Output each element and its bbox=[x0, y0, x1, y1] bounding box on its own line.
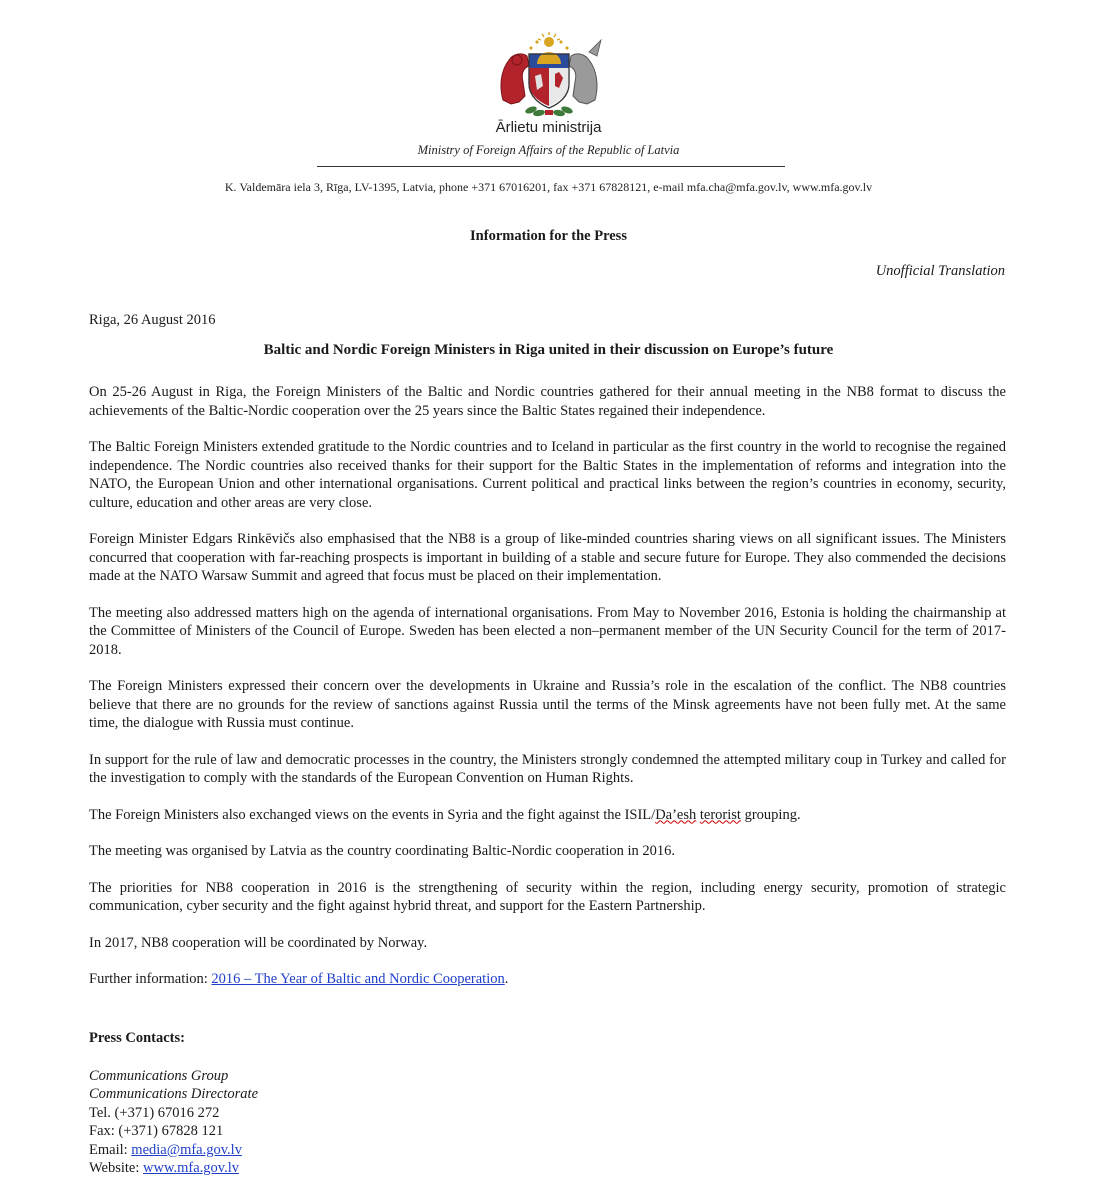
paragraph: In 2017, NB8 cooperation will be coordinated by Norway. bbox=[89, 934, 428, 951]
website-label: Website: bbox=[89, 1160, 143, 1176]
paragraph: The priorities for NB8 cooperation in 2016 is the strengthening of security within the region, including energy security, promotion of strategic communication, cyber security and the fight against hybrid threat, and support for the Eastern Partnership. bbox=[89, 879, 1006, 914]
further-information bbox=[89, 970, 1006, 989]
spellcheck-word: terorist bbox=[699, 806, 741, 823]
translation-note: Unofficial Translation bbox=[875, 263, 1005, 279]
further-information-end: . bbox=[504, 971, 509, 987]
press-contacts-label: Press Contacts: bbox=[89, 1030, 185, 1046]
paragraph: The meeting was organised by Latvia as the country coordinating Baltic-Nordic cooperation in 2016. bbox=[89, 843, 676, 859]
year-of-cooperation-link[interactable]: 2016 – The Year of Baltic and Nordic Cooperation bbox=[211, 971, 505, 987]
headline: Baltic and Nordic Foreign Ministers in Riga united in their discussion on Europe’s future bbox=[263, 342, 834, 358]
paragraph: On 25-26 August in Riga, the Foreign Ministers of the Baltic and Nordic countries gathered for their annual meeting in the NB8 format to discuss the achievements of the Baltic-Nordic cooperation over the 25 years since the Baltic States regained their independence. bbox=[89, 384, 1006, 419]
paragraph bbox=[89, 806, 1006, 825]
paragraph: The meeting also addressed matters high on the agenda of international organisations. From May to November 2016, Estonia is holding the chairmanship at the Committee of Ministers of the Council of Europe. Sweden has been elected a non–permanent member of the UN Security Council for the term of 2017-2018. bbox=[89, 604, 1006, 658]
paragraph: Foreign Minister Edgars Rinkēvičs also emphasised that the NB8 is a group of like-minded countries sharing views on all significant issues. The Ministers concurred that cooperation with far-reaching prospects is important in building of a stable and secure future for Europe. They also commended the decisions made at the NATO Warsaw Summit and agreed that focus must be placed on their implementation. bbox=[89, 531, 1006, 584]
paragraph: In support for the rule of law and democratic processes in the country, the Ministers strongly condemned the attempted military coup in Turkey and called for the investigation to comply with the standards of the European Convention on Human Rights. bbox=[89, 751, 1006, 786]
further-information-label: Further information: bbox=[89, 971, 212, 987]
contact-fax: Fax: (+371) 67828 121 bbox=[89, 1123, 224, 1139]
contact-group: Communications Group bbox=[89, 1067, 229, 1084]
ministry-name-latvian: Ārlietu ministrija bbox=[495, 119, 602, 136]
paragraph-text: The Foreign Ministers also exchanged views on the events in Syria and the fight against the ISIL/ bbox=[89, 806, 656, 823]
paragraph: The Foreign Ministers expressed their concern over the developments in Ukraine and Russia’s role in the escalation of the conflict. The NB8 countries believe that there are no grounds for the review of sanctions against Russia until the terms of the Minsk agreements have not been fully met. At the same time, the dialogue with Russia must continue. bbox=[89, 678, 1006, 731]
contact-email-row bbox=[89, 1141, 258, 1160]
dateline: Riga, 26 August 2016 bbox=[89, 312, 216, 328]
website-link[interactable]: www.mfa.gov.lv bbox=[143, 1160, 239, 1176]
sun-icon bbox=[529, 32, 569, 50]
email-link[interactable]: media@mfa.gov.lv bbox=[131, 1141, 242, 1158]
contact-phone: Tel. (+371) 67016 272 bbox=[89, 1104, 220, 1121]
press-contacts bbox=[89, 1029, 258, 1178]
article-body bbox=[89, 383, 1006, 1007]
paragraph-text: grouping. bbox=[740, 806, 801, 823]
paragraph: The Baltic Foreign Ministers extended gratitude to the Nordic countries and to Iceland in particular as the first country in the world to recognise the regained independence. The Nordic countries also received thanks for their support for the Baltic States in the implementation of reforms and integration into the NATO, the European Union and other international organisations. Current political and practical links between the region’s countries in economy, security, culture, education and other areas are very close. bbox=[89, 439, 1006, 511]
contact-website-row bbox=[89, 1159, 258, 1178]
press-heading: Information for the Press bbox=[470, 228, 627, 244]
ministry-address: K. Valdemāra iela 3, Rīga, LV-1395, Latvia, phone +371 67016201, fax +371 67828121, e-mail mfa.cha@mfa.gov.lv, www.mfa.gov.lv bbox=[224, 180, 873, 194]
griffin-supporter bbox=[569, 54, 597, 104]
ministry-name-english: Ministry of Foreign Affairs of the Republic of Latvia bbox=[417, 143, 680, 157]
latvia-coat-of-arms bbox=[493, 30, 605, 118]
contact-directorate: Communications Directorate bbox=[89, 1086, 259, 1102]
letterhead-divider bbox=[317, 166, 785, 167]
shield bbox=[529, 52, 569, 108]
spellcheck-word: Da’esh bbox=[655, 806, 697, 823]
email-label: Email: bbox=[89, 1141, 132, 1158]
